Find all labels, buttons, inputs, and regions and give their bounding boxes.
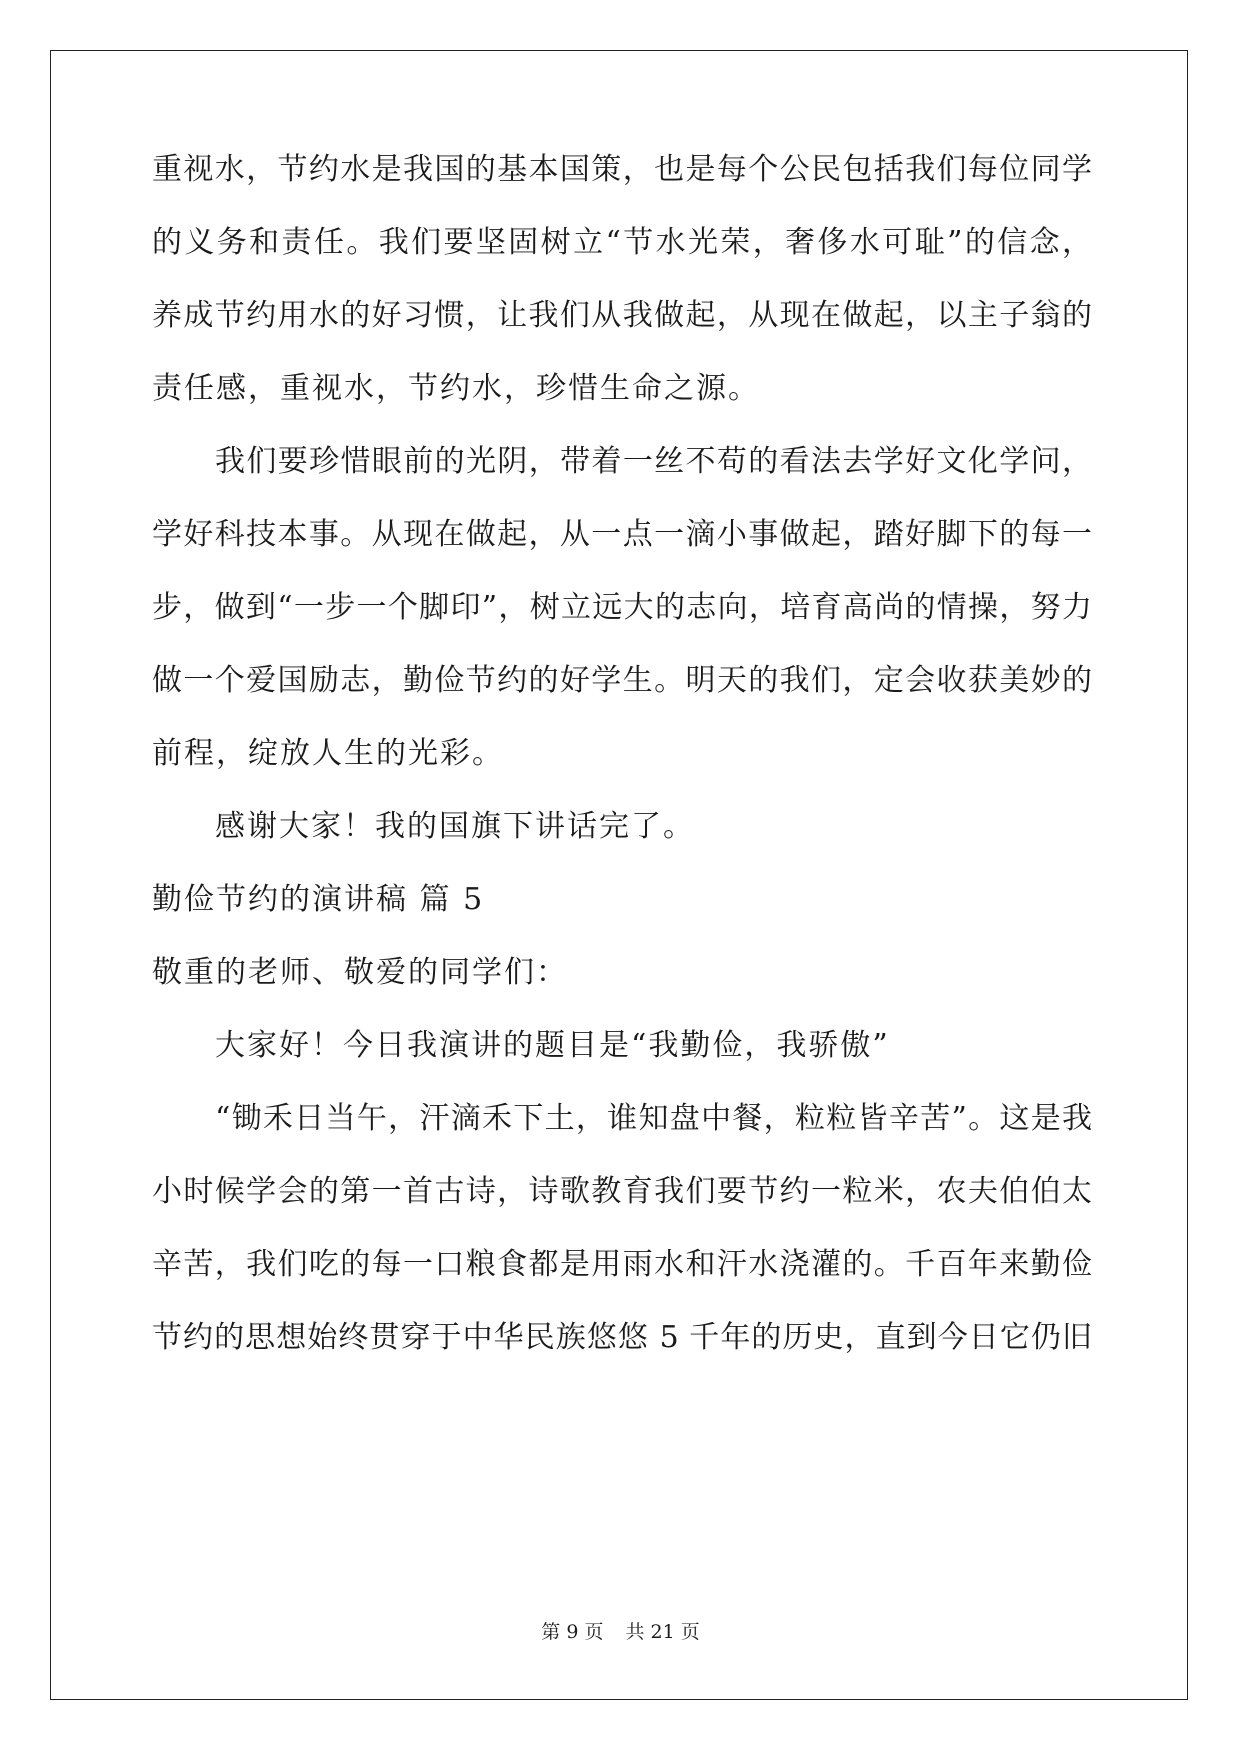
- text-line: 养成节约用水的好习惯，让我们从我做起，从现在做起，以主子翁的: [152, 298, 1092, 333]
- paragraph-start-line: 我们要珍惜眼前的光阴，带着一丝不苟的看法去学好文化学问，: [215, 444, 1092, 479]
- salutation: 敬重的老师、敬爱的同学们：: [152, 955, 568, 990]
- text-line: 步，做到“一步一个脚印”，树立远大的志向，培育高尚的情操，努力: [152, 590, 1092, 625]
- greeting-line: 大家好！今日我演讲的题目是“我勤俭，我骄傲”: [215, 1028, 890, 1063]
- text-line: 前程，绽放人生的光彩。: [152, 736, 504, 771]
- text-line: 辛苦，我们吃的每一口粮食都是用雨水和汗水浇灌的。千百年来勤俭: [152, 1247, 1092, 1282]
- text-line: 学好科技本事。从现在做起，从一点一滴小事做起，踏好脚下的每一: [152, 517, 1092, 552]
- page-footer: [0, 1620, 1241, 1644]
- paragraph-start-line: “锄禾日当午，汗滴禾下土，谁知盘中餐，粒粒皆辛苦”。这是我: [215, 1101, 1092, 1136]
- text-line: 重视水，节约水是我国的基本国策，也是每个公民包括我们每位同学: [152, 152, 1092, 187]
- section-heading: 勤俭节约的演讲稿 篇 5: [152, 882, 485, 917]
- text-line: 责任感，重视水，节约水，珍惜生命之源。: [152, 371, 760, 406]
- closing-remark: 感谢大家！我的国旗下讲话完了。: [215, 809, 695, 844]
- text-line: 节约的思想始终贯穿于中华民族悠悠 5 千年的历史，直到今日它仍旧: [152, 1320, 1092, 1355]
- text-line: 的义务和责任。我们要坚固树立“节水光荣，奢侈水可耻”的信念，: [152, 225, 1092, 260]
- page-number: 第 9 页: [541, 1621, 604, 1643]
- text-line: 小时候学会的第一首古诗，诗歌教育我们要节约一粒米，农夫伯伯太: [152, 1174, 1092, 1209]
- text-line: 做一个爱国励志，勤俭节约的好学生。明天的我们，定会收获美妙的: [152, 663, 1092, 698]
- page-total: 共 21 页: [625, 1621, 700, 1643]
